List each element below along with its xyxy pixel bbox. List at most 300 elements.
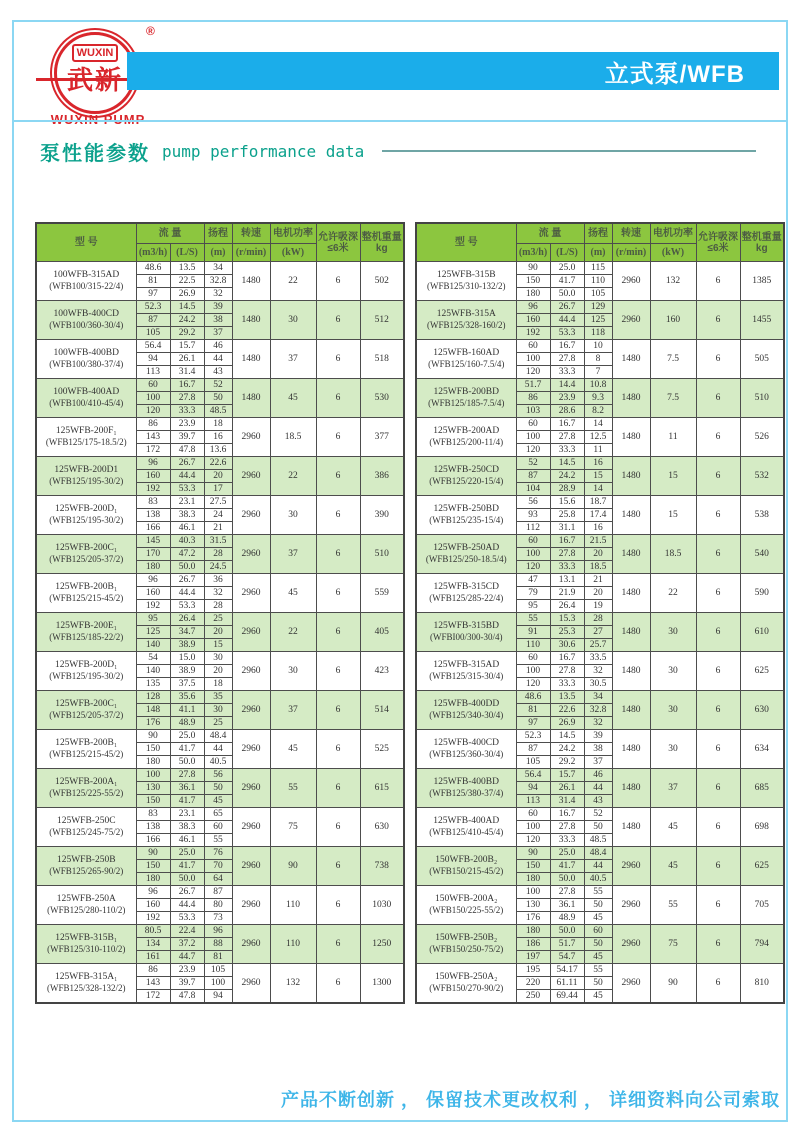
flow-ls-cell: 50.0	[170, 873, 204, 886]
flow-ls-cell: 53.3	[170, 483, 204, 496]
head-cell: 94	[204, 990, 232, 1004]
head-cell: 60	[584, 925, 612, 938]
flow-m3h-cell: 150	[136, 743, 170, 756]
flow-ls-cell: 31.4	[550, 795, 584, 808]
weight-cell: 514	[360, 691, 404, 730]
weight-cell: 526	[740, 418, 784, 457]
flow-ls-cell: 41.7	[550, 275, 584, 288]
flow-ls-cell: 29.2	[550, 756, 584, 769]
flow-ls-cell: 50.0	[170, 561, 204, 574]
head-cell: 16	[204, 431, 232, 444]
weight-cell: 525	[360, 730, 404, 769]
suction-cell: 6	[696, 418, 740, 457]
model-cell: 125WFB-400DD (WFB125/340-30/4)	[416, 691, 516, 730]
model-cell: 125WFB-400CD (WFB125/360-30/4)	[416, 730, 516, 769]
speed-cell: 2960	[232, 418, 270, 457]
head-cell: 8.2	[584, 405, 612, 418]
suction-cell: 6	[316, 535, 360, 574]
power-cell: 90	[270, 847, 316, 886]
weight-cell: 505	[740, 340, 784, 379]
flow-m3h-cell: 105	[516, 756, 550, 769]
weight-cell: 405	[360, 613, 404, 652]
flow-ls-cell: 51.7	[550, 938, 584, 951]
flow-m3h-cell: 113	[136, 366, 170, 379]
flow-m3h-cell: 104	[516, 483, 550, 496]
table-row	[36, 925, 404, 938]
table-row	[416, 730, 784, 743]
flow-m3h-cell: 180	[136, 756, 170, 769]
model-cell: 125WFB-315A₁ (WFB125/328-132/2)	[36, 964, 136, 1004]
flow-ls-cell: 16.7	[550, 535, 584, 548]
head-cell: 39	[204, 301, 232, 314]
head-cell: 44	[204, 353, 232, 366]
flow-m3h-cell: 150	[136, 860, 170, 873]
speed-cell: 1480	[612, 652, 650, 691]
head-cell: 16	[584, 522, 612, 535]
weight-cell: 559	[360, 574, 404, 613]
table-row	[416, 964, 784, 977]
flow-ls-cell: 39.7	[170, 977, 204, 990]
flow-m3h-cell: 192	[516, 327, 550, 340]
flow-m3h-cell: 97	[516, 717, 550, 730]
head-cell: 18	[204, 418, 232, 431]
weight-cell: 1455	[740, 301, 784, 340]
table-row	[416, 301, 784, 314]
flow-m3h-cell: 81	[516, 704, 550, 717]
weight-cell: 423	[360, 652, 404, 691]
flow-m3h-cell: 180	[516, 873, 550, 886]
power-cell: 18.5	[270, 418, 316, 457]
table-row	[416, 691, 784, 704]
model-cell: 125WFB-315AD (WFB125/315-30/4)	[416, 652, 516, 691]
power-cell: 22	[270, 262, 316, 301]
flow-m3h-cell: 138	[136, 821, 170, 834]
weight-cell: 590	[740, 574, 784, 613]
suction-cell: 6	[316, 652, 360, 691]
suction-cell: 6	[316, 457, 360, 496]
head-cell: 10.8	[584, 379, 612, 392]
table-row	[416, 613, 784, 626]
table-row	[416, 808, 784, 821]
flow-ls-cell: 26.4	[170, 613, 204, 626]
head-cell: 60	[204, 821, 232, 834]
flow-m3h-cell: 79	[516, 587, 550, 600]
table-row	[416, 769, 784, 782]
speed-cell: 1480	[612, 613, 650, 652]
head-cell: 44	[584, 782, 612, 795]
head-cell: 25	[204, 717, 232, 730]
flow-m3h-cell: 54	[136, 652, 170, 665]
head-cell: 14	[584, 418, 612, 431]
table-row	[36, 808, 404, 821]
page-frame	[12, 20, 788, 1122]
speed-cell: 1480	[612, 535, 650, 574]
speed-cell: 1480	[612, 418, 650, 457]
table-row	[36, 535, 404, 548]
head-cell: 55	[204, 834, 232, 847]
table-row	[416, 652, 784, 665]
flow-ls-cell: 35.6	[170, 691, 204, 704]
table-row	[36, 262, 404, 275]
head-cell: 30	[204, 652, 232, 665]
head-cell: 24	[204, 509, 232, 522]
weight-cell: 698	[740, 808, 784, 847]
suction-cell: 6	[316, 925, 360, 964]
flow-m3h-cell: 100	[516, 821, 550, 834]
series-banner	[127, 52, 779, 90]
flow-m3h-cell: 113	[516, 795, 550, 808]
head-cell: 44	[204, 743, 232, 756]
flow-ls-cell: 27.8	[170, 392, 204, 405]
suction-cell: 6	[696, 652, 740, 691]
power-cell: 37	[650, 769, 696, 808]
flow-ls-cell: 27.8	[550, 353, 584, 366]
flow-ls-cell: 16.7	[550, 808, 584, 821]
suction-cell: 6	[316, 964, 360, 1004]
suction-cell: 6	[696, 496, 740, 535]
weight-cell: 1385	[740, 262, 784, 301]
flow-m3h-cell: 100	[136, 769, 170, 782]
flow-m3h-cell: 100	[516, 548, 550, 561]
flow-m3h-cell: 60	[516, 808, 550, 821]
flow-ls-cell: 15.0	[170, 652, 204, 665]
flow-ls-cell: 28.9	[550, 483, 584, 496]
flow-ls-cell: 27.8	[550, 886, 584, 899]
model-cell: 150WFB-200A₂ (WFB150/225-55/2)	[416, 886, 516, 925]
flow-ls-cell: 27.8	[550, 548, 584, 561]
section-title-rule	[382, 150, 756, 152]
flow-ls-cell: 47.2	[170, 548, 204, 561]
head-cell: 44	[584, 860, 612, 873]
power-cell: 45	[270, 379, 316, 418]
head-cell: 18	[204, 678, 232, 691]
suction-cell: 6	[696, 886, 740, 925]
flow-m3h-cell: 166	[136, 834, 170, 847]
power-cell: 22	[270, 613, 316, 652]
flow-m3h-cell: 160	[136, 899, 170, 912]
flow-ls-cell: 44.7	[170, 951, 204, 964]
head-cell: 17	[204, 483, 232, 496]
head-cell: 48.4	[204, 730, 232, 743]
head-cell: 16	[584, 457, 612, 470]
header-flow-m3h: (m3/h)	[136, 244, 170, 262]
speed-cell: 1480	[612, 496, 650, 535]
flow-ls-cell: 27.8	[550, 821, 584, 834]
flow-m3h-cell: 103	[516, 405, 550, 418]
suction-cell: 6	[696, 964, 740, 1004]
flow-ls-cell: 27.8	[170, 769, 204, 782]
power-cell: 45	[650, 847, 696, 886]
speed-cell: 1480	[232, 379, 270, 418]
head-cell: 32	[584, 665, 612, 678]
head-cell: 35	[204, 691, 232, 704]
weight-cell: 518	[360, 340, 404, 379]
weight-cell: 510	[740, 379, 784, 418]
head-cell: 32	[204, 288, 232, 301]
header-speed-rmin: (r/min)	[232, 244, 270, 262]
head-cell: 20	[584, 548, 612, 561]
weight-cell: 540	[740, 535, 784, 574]
flow-m3h-cell: 160	[516, 314, 550, 327]
power-cell: 15	[650, 457, 696, 496]
header-flow-m3h: (m3/h)	[516, 244, 550, 262]
speed-cell: 2960	[612, 964, 650, 1004]
flow-ls-cell: 13.1	[550, 574, 584, 587]
footer-note: 产品不断创新 ， 保留技术更改权利 ， 详细资料向公司索取	[280, 1090, 780, 1110]
head-cell: 20	[204, 665, 232, 678]
flow-ls-cell: 33.3	[550, 366, 584, 379]
flow-ls-cell: 47.8	[170, 990, 204, 1004]
flow-ls-cell: 23.9	[170, 964, 204, 977]
power-cell: 11	[650, 418, 696, 457]
flow-m3h-cell: 52.3	[516, 730, 550, 743]
flow-m3h-cell: 47	[516, 574, 550, 587]
head-cell: 25.7	[584, 639, 612, 652]
flow-ls-cell: 14.5	[550, 730, 584, 743]
model-cell: 125WFB-200AD (WFB125/200-11/4)	[416, 418, 516, 457]
weight-cell: 377	[360, 418, 404, 457]
flow-ls-cell: 23.9	[550, 392, 584, 405]
flow-m3h-cell: 56.4	[516, 769, 550, 782]
weight-cell: 794	[740, 925, 784, 964]
header-head-m: (m)	[584, 244, 612, 262]
flow-m3h-cell: 120	[516, 561, 550, 574]
speed-cell: 2960	[232, 535, 270, 574]
model-cell: 125WFB-200C₁ (WFB125/205-37/2)	[36, 535, 136, 574]
table-row	[36, 340, 404, 353]
flow-ls-cell: 44.4	[170, 470, 204, 483]
suction-cell: 6	[696, 808, 740, 847]
flow-ls-cell: 28.6	[550, 405, 584, 418]
flow-m3h-cell: 55	[516, 613, 550, 626]
head-cell: 48.4	[584, 847, 612, 860]
series-banner-title: 立式泵/WFB	[604, 60, 745, 88]
flow-m3h-cell: 150	[516, 275, 550, 288]
flow-ls-cell: 16.7	[170, 379, 204, 392]
power-cell: 37	[270, 535, 316, 574]
flow-ls-cell: 22.5	[170, 275, 204, 288]
flow-m3h-cell: 143	[136, 977, 170, 990]
table-row	[36, 574, 404, 587]
flow-m3h-cell: 96	[136, 457, 170, 470]
head-cell: 52	[584, 808, 612, 821]
flow-m3h-cell: 140	[136, 665, 170, 678]
flow-m3h-cell: 180	[516, 925, 550, 938]
weight-cell: 538	[740, 496, 784, 535]
weight-cell: 1030	[360, 886, 404, 925]
speed-cell: 2960	[232, 886, 270, 925]
head-cell: 9.3	[584, 392, 612, 405]
head-cell: 38	[584, 743, 612, 756]
table-row	[416, 886, 784, 899]
flow-ls-cell: 33.3	[550, 678, 584, 691]
suction-cell: 6	[316, 379, 360, 418]
flow-ls-cell: 46.1	[170, 522, 204, 535]
head-cell: 100	[204, 977, 232, 990]
flow-ls-cell: 33.3	[170, 405, 204, 418]
weight-cell: 512	[360, 301, 404, 340]
header-flow-ls: (L/S)	[550, 244, 584, 262]
head-cell: 46	[204, 340, 232, 353]
speed-cell: 2960	[232, 925, 270, 964]
speed-cell: 2960	[232, 496, 270, 535]
flow-ls-cell: 26.7	[170, 457, 204, 470]
flow-m3h-cell: 100	[136, 392, 170, 405]
flow-ls-cell: 14.5	[550, 457, 584, 470]
flow-ls-cell: 21.9	[550, 587, 584, 600]
flow-m3h-cell: 48.6	[136, 262, 170, 275]
flow-ls-cell: 40.3	[170, 535, 204, 548]
table-row	[36, 418, 404, 431]
head-cell: 73	[204, 912, 232, 925]
flow-ls-cell: 54.7	[550, 951, 584, 964]
weight-cell: 610	[740, 613, 784, 652]
suction-cell: 6	[316, 262, 360, 301]
suction-cell: 6	[696, 925, 740, 964]
flow-ls-cell: 16.7	[550, 418, 584, 431]
head-cell: 43	[584, 795, 612, 808]
header-power-kw: (kW)	[270, 244, 316, 262]
flow-ls-cell: 24.2	[550, 743, 584, 756]
table-row	[36, 652, 404, 665]
power-cell: 30	[270, 301, 316, 340]
flow-ls-cell: 33.3	[550, 561, 584, 574]
flow-ls-cell: 53.3	[170, 912, 204, 925]
head-cell: 15	[584, 470, 612, 483]
weight-cell: 738	[360, 847, 404, 886]
flow-m3h-cell: 96	[516, 301, 550, 314]
speed-cell: 2960	[232, 769, 270, 808]
model-cell: 150WFB-250A₂ (WFB150/270-90/2)	[416, 964, 516, 1004]
speed-cell: 2960	[232, 691, 270, 730]
flow-ls-cell: 25.0	[170, 847, 204, 860]
flow-ls-cell: 27.8	[550, 431, 584, 444]
table-row	[36, 457, 404, 470]
model-cell: 125WFB-250C (WFB125/245-75/2)	[36, 808, 136, 847]
flow-ls-cell: 36.1	[170, 782, 204, 795]
model-cell: 125WFB-200D₁ (WFB125/195-30/2)	[36, 652, 136, 691]
flow-ls-cell: 36.1	[550, 899, 584, 912]
head-cell: 22.6	[204, 457, 232, 470]
head-cell: 37	[584, 756, 612, 769]
flow-m3h-cell: 166	[136, 522, 170, 535]
speed-cell: 1480	[612, 574, 650, 613]
head-cell: 50	[584, 821, 612, 834]
flow-ls-cell: 16.7	[550, 340, 584, 353]
head-cell: 15	[204, 639, 232, 652]
flow-ls-cell: 41.7	[550, 860, 584, 873]
flow-m3h-cell: 51.7	[516, 379, 550, 392]
pump-performance-table	[35, 222, 405, 1004]
flow-m3h-cell: 140	[136, 639, 170, 652]
suction-cell: 6	[316, 340, 360, 379]
flow-ls-cell: 54.17	[550, 964, 584, 977]
flow-m3h-cell: 148	[136, 704, 170, 717]
suction-cell: 6	[696, 301, 740, 340]
head-cell: 31.5	[204, 535, 232, 548]
flow-m3h-cell: 60	[516, 535, 550, 548]
flow-ls-cell: 33.3	[550, 444, 584, 457]
flow-ls-cell: 29.2	[170, 327, 204, 340]
speed-cell: 2960	[232, 652, 270, 691]
suction-cell: 6	[316, 418, 360, 457]
suction-cell: 6	[316, 496, 360, 535]
head-cell: 28	[584, 613, 612, 626]
head-cell: 50	[584, 977, 612, 990]
flow-ls-cell: 22.6	[550, 704, 584, 717]
suction-cell: 6	[316, 301, 360, 340]
head-cell: 50	[204, 392, 232, 405]
weight-cell: 634	[740, 730, 784, 769]
header-model: 型 号	[36, 223, 136, 262]
head-cell: 37	[204, 327, 232, 340]
speed-cell: 1480	[232, 340, 270, 379]
table-row	[416, 457, 784, 470]
model-cell: 100WFB-315AD (WFB100/315-22/4)	[36, 262, 136, 301]
flow-ls-cell: 26.9	[170, 288, 204, 301]
table-row	[36, 769, 404, 782]
head-cell: 32.8	[584, 704, 612, 717]
head-cell: 18.5	[584, 561, 612, 574]
power-cell: 132	[650, 262, 696, 301]
flow-m3h-cell: 134	[136, 938, 170, 951]
speed-cell: 1480	[612, 808, 650, 847]
table-row	[36, 964, 404, 977]
flow-ls-cell: 41.7	[170, 795, 204, 808]
flow-m3h-cell: 192	[136, 483, 170, 496]
head-cell: 32	[204, 587, 232, 600]
flow-m3h-cell: 120	[136, 405, 170, 418]
header-speed-rmin: (r/min)	[612, 244, 650, 262]
model-cell: 125WFB-315B (WFB125/310-132/2)	[416, 262, 516, 301]
flow-m3h-cell: 150	[516, 860, 550, 873]
header-divider	[14, 120, 786, 122]
flow-m3h-cell: 52	[516, 457, 550, 470]
flow-m3h-cell: 60	[516, 652, 550, 665]
model-cell: 125WFB-250A (WFB125/280-110/2)	[36, 886, 136, 925]
power-cell: 55	[270, 769, 316, 808]
head-cell: 34	[204, 262, 232, 275]
model-cell: 125WFB-200B₁ (WFB125/215-45/2)	[36, 730, 136, 769]
header-power: 电机功率	[650, 223, 696, 244]
flow-ls-cell: 26.1	[550, 782, 584, 795]
flow-ls-cell: 48.9	[170, 717, 204, 730]
flow-m3h-cell: 180	[136, 561, 170, 574]
flow-m3h-cell: 160	[136, 470, 170, 483]
speed-cell: 1480	[612, 340, 650, 379]
flow-m3h-cell: 100	[516, 665, 550, 678]
flow-m3h-cell: 86	[516, 392, 550, 405]
flow-ls-cell: 23.1	[170, 496, 204, 509]
pump-table-left	[35, 222, 405, 1004]
flow-ls-cell: 50.0	[170, 756, 204, 769]
flow-m3h-cell: 135	[136, 678, 170, 691]
head-cell: 14	[584, 483, 612, 496]
weight-cell: 625	[740, 652, 784, 691]
flow-m3h-cell: 110	[516, 639, 550, 652]
power-cell: 45	[270, 730, 316, 769]
head-cell: 18.7	[584, 496, 612, 509]
flow-m3h-cell: 100	[516, 353, 550, 366]
suction-cell: 6	[696, 262, 740, 301]
flow-m3h-cell: 120	[516, 444, 550, 457]
power-cell: 22	[650, 574, 696, 613]
power-cell: 30	[650, 613, 696, 652]
flow-m3h-cell: 96	[136, 886, 170, 899]
flow-m3h-cell: 91	[516, 626, 550, 639]
suction-cell: 6	[316, 691, 360, 730]
flow-m3h-cell: 90	[136, 730, 170, 743]
